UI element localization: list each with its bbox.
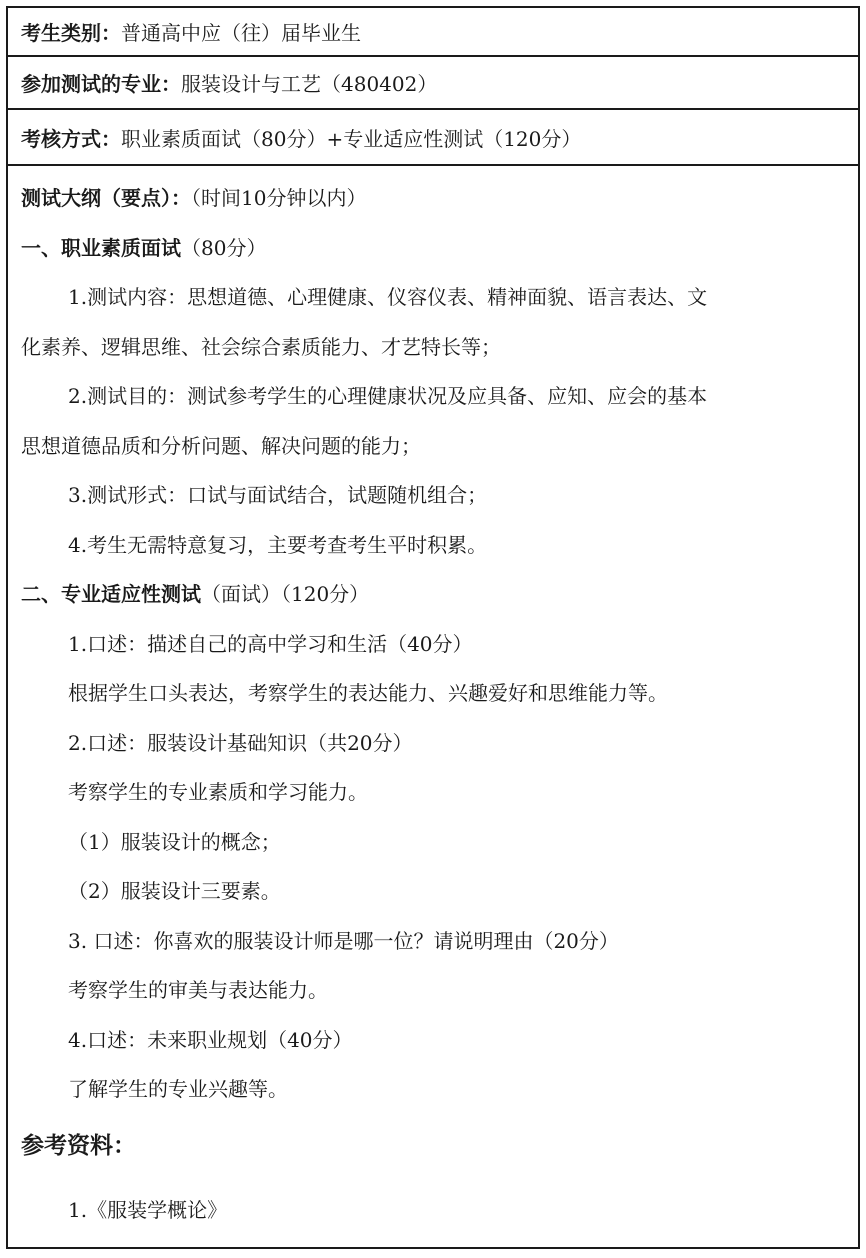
section2-title: 二、专业适应性测试 (21, 582, 201, 606)
s2-line-4: 考察学生的专业素质和学习能力。 (68, 780, 368, 804)
category-row (8, 8, 858, 57)
outline-title-note: （时间10分钟以内） (191, 186, 367, 210)
section2-note: （面试）（120分） (201, 582, 370, 606)
outline-title (21, 174, 858, 224)
section1-title: 一、职业素质面试 (21, 235, 181, 260)
s2-line-10: 了解学生的专业兴趣等。 (68, 1077, 288, 1101)
major-row (8, 57, 858, 110)
s2-line-6: （2）服装设计三要素。 (68, 879, 281, 903)
method-label: 考核方式： (21, 126, 121, 151)
s2-line-9: 4.口述：未来职业规划（40分） (68, 1027, 353, 1052)
major-label: 参加测试的专业： (21, 72, 181, 96)
s2-line-8: 考察学生的审美与表达能力。 (68, 978, 328, 1002)
outline-body (8, 166, 858, 1247)
s1-line-6: 4.考生无需特意复习，主要考查考生平时积累。 (68, 532, 488, 557)
section1-heading (21, 224, 858, 274)
exam-outline-table (6, 6, 860, 1249)
reference-item-1: 1.《服装学概论》 (68, 1197, 228, 1222)
s2-line-3: 2.口述：服装设计基础知识（共20分） (68, 730, 413, 755)
s1-line-2: 化素养、逻辑思维、社会综合素质能力、才艺特长等； (21, 334, 501, 359)
section1-note: （80分） (181, 235, 267, 260)
s2-line-2: 根据学生口头表达，考察学生的表达能力、兴趣爱好和思维能力等。 (68, 681, 668, 705)
major-value: 服装设计与工艺（480402） (181, 72, 438, 96)
method-value: 职业素质面试（80分）+专业适应性测试（120分） (121, 126, 582, 151)
s1-line-3: 2.测试目的：测试参考学生的心理健康状况及应具备、应知、应会的基本 (68, 384, 708, 408)
outline-title-text: 测试大纲（要点）： (21, 186, 191, 210)
category-label: 考生类别： (21, 21, 121, 45)
references-title: 参考资料： (21, 1131, 136, 1159)
section2-heading (21, 570, 858, 620)
s2-line-1: 1.口述：描述自己的高中学习和生活（40分） (68, 631, 473, 656)
s1-line-4: 思想道德品质和分析问题、解决问题的能力； (21, 433, 421, 458)
s1-line-5: 3.测试形式：口试与面试结合，试题随机组合； (68, 483, 488, 507)
s1-line-1: 1.测试内容：思想道德、心理健康、仪容仪表、精神面貌、语言表达、文 (68, 285, 708, 309)
s2-line-7: 3. 口述：你喜欢的服装设计师是哪一位？请说明理由（20分） (68, 928, 619, 953)
category-value: 普通高中应（往）届毕业生 (121, 21, 361, 45)
s2-line-5: （1）服装设计的概念； (68, 829, 281, 854)
method-row (8, 110, 858, 166)
